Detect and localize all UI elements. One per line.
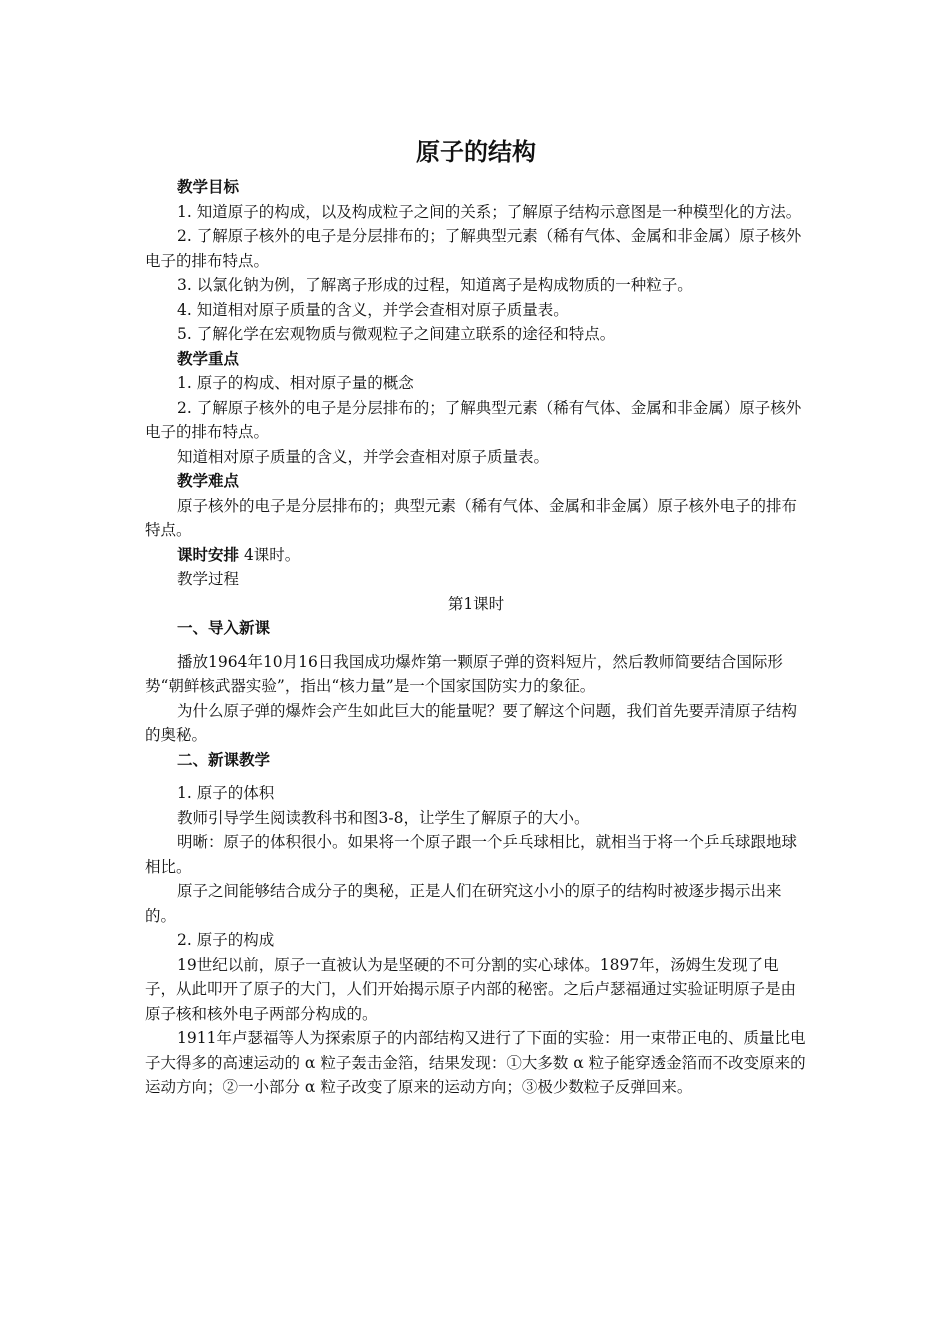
goal-item: 4. 知道相对原子质量的含义，并学会查相对原子质量表。 (177, 300, 569, 319)
goal-item: 2. 了解原子核外的电子是分层排布的；了解典型元素（稀有气体、金属和非金属）原子核外电子的排布特点。 (145, 227, 802, 270)
spacer (145, 641, 807, 650)
schedule-line (145, 543, 807, 568)
page-title: 原子的结构 (416, 138, 536, 166)
keypoint-item: 2. 了解原子核外的电子是分层排布的；了解典型元素（稀有气体、金属和非金属）原子核外电子的排布特点。 (145, 398, 802, 441)
paragraph: 教师引导学生阅读教科书和图3-8，让学生了解原子的大小。 (177, 808, 590, 827)
goal-item: 5. 了解化学在宏观物质与微观粒子之间建立联系的途径和特点。 (177, 325, 616, 343)
goal-item: 3. 以氯化钠为例，了解离子形成的过程，知道离子是构成物质的一种粒子。 (177, 276, 693, 294)
schedule-value: 4课时。 (239, 545, 301, 564)
paragraph: 为什么原子弹的爆炸会产生如此巨大的能量呢？要了解这个问题，我们首先要弄清原子结构的奥秘。 (145, 701, 798, 744)
paragraph: 播放1964年10月16日我国成功爆炸第一颗原子弹的资料短片，然后教师简要结合国际形势“朝鲜核武器实验”，指出“核力量”是一个国家国防实力的象征。 (145, 652, 783, 695)
process-label: 教学过程 (177, 570, 240, 588)
paragraph: 1. 原子的体积 (177, 784, 275, 802)
keypoint-item: 知道相对原子质量的含义，并学会查相对原子质量表。 (177, 447, 550, 466)
paragraph: 原子之间能够结合成分子的奥秘，正是人们在研究这小小的原子的结构时被逐步揭示出来的。 (145, 882, 782, 925)
goals-heading: 教学目标 (177, 178, 240, 196)
difficulties-heading: 教学难点 (177, 472, 240, 490)
keypoint-item: 1. 原子的构成、相对原子量的概念 (177, 374, 414, 392)
paragraph: 19世纪以前，原子一直被认为是坚硬的不可分割的实心球体。1897年，汤姆生发现了电子，从此叩开了原子的大门，人们开始揭示原子内部的秘密。之后卢瑟福通过实验证明原子是由原子核和核外电子两部分构成的。 (145, 955, 797, 1023)
paragraph: 2. 原子的构成 (177, 931, 275, 949)
goal-item: 1. 知道原子的构成，以及构成粒子之间的关系；了解原子结构示意图是一种模型化的方法。 (177, 202, 802, 221)
document-body (145, 132, 807, 1100)
paragraph: 明晰：原子的体积很小。如果将一个原子跟一个乒乓球相比，就相当于将一个乒乓球跟地球相比。 (145, 833, 798, 876)
lesson-label: 第1课时 (447, 594, 505, 613)
difficulties-text: 原子核外的电子是分层排布的；典型元素（稀有气体、金属和非金属）原子核外电子的排布特点。 (145, 496, 798, 539)
section2-heading: 二、新课教学 (177, 750, 271, 769)
spacer (145, 772, 807, 781)
schedule-label: 课时安排 (177, 545, 240, 564)
keypoints-heading: 教学重点 (177, 349, 240, 368)
section1-heading: 一、导入新课 (177, 619, 271, 637)
paragraph: 1911年卢瑟福等人为探索原子的内部结构又进行了下面的实验：用一束带正电的、质量比电子大得多的高速运动的 α 粒子轰击金箔，结果发现：①大多数 α 粒子能穿透金箔而不改变原来的运动方向；②一小部分 α 粒子改变了原来的运动方向；③极少数粒子反弹回来。 (145, 1029, 806, 1096)
